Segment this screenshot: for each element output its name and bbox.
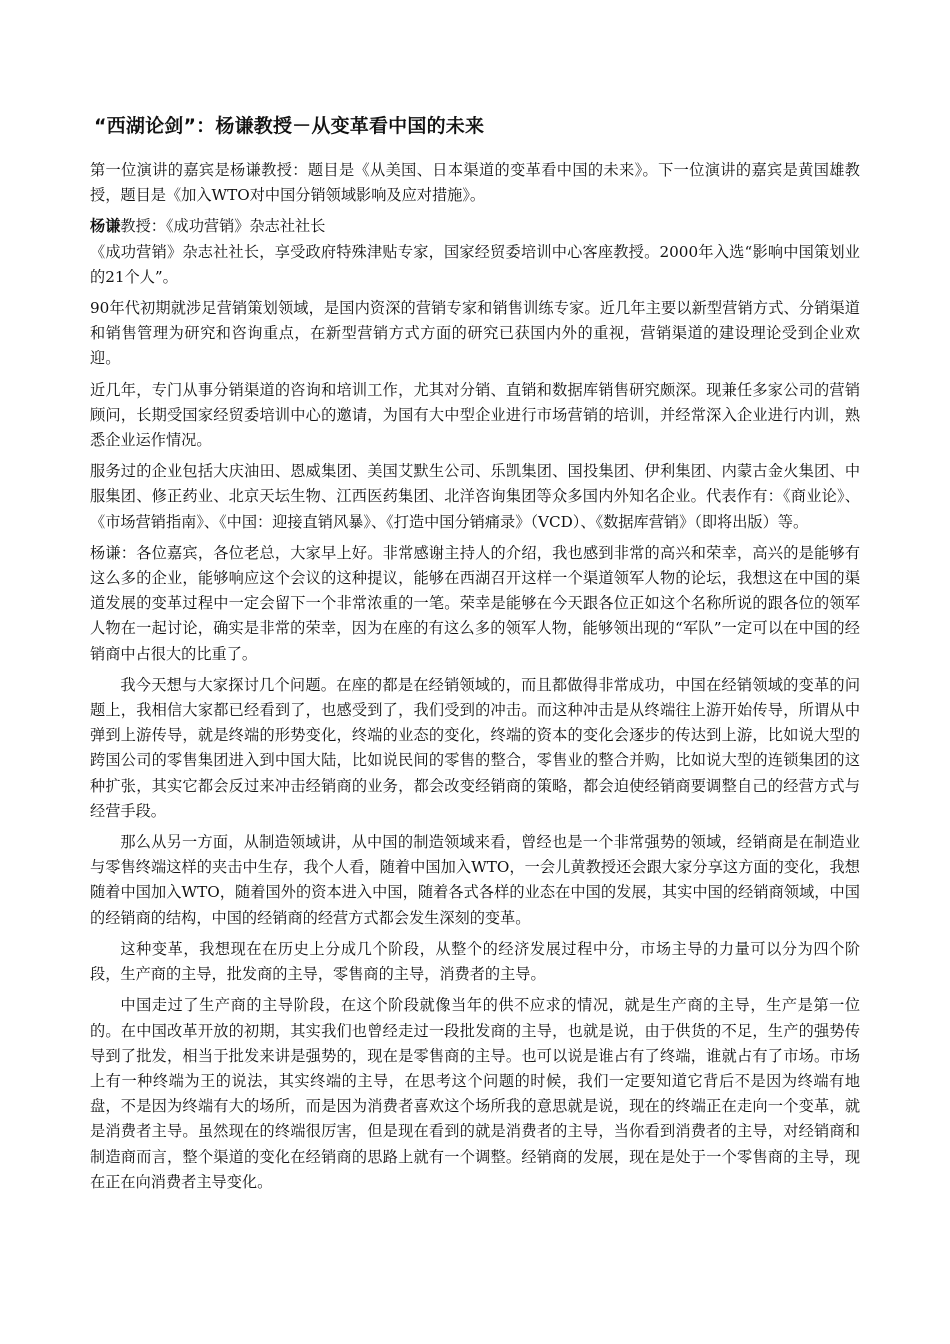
speech-paragraph-1: 杨谦：各位嘉宾，各位老总，大家早上好。非常感谢主持人的介绍，我也感到非常的高兴和荣幸，高兴的是能够有这么多的企业，能够响应这个会议的这种提议，能够在西湖召开这样一个渠道领军人物的论坛，我想这在中国的渠道发展的变革过程中一定会留下一个非常浓重的一笔。荣幸是能够在今天跟各位正如这个名称所说的跟各位的领军人物在一起讨论，确实是非常的荣幸，因为在座的有这么多的领军人物，能够领出现的“军队”一定可以在中国的经销商中占很大的比重了。 [90,543,860,663]
bio-paragraph-1: 《成功营销》杂志社社长，享受政府特殊津贴专家，国家经贸委培训中心客座教授。2000年入选“影响中国策划业的21个人”。 [90,242,860,286]
speech-paragraph-5: 中国走过了生产商的主导阶段，在这个阶段就像当年的供不应求的情况，就是生产商的主导，生产是第一位的。在中国改革开放的初期，其实我们也曾经走过一段批发商的主导，也就是说，由于供货的不足，生产的强势传导到了批发，相当于批发来讲是强势的，现在是零售商的主导。也可以说是谁占有了终端，谁就占有了市场。市场上有一种终端为王的说法，其实终端的主导，在思考这个问题的时候，我们一定要知道它背后不是因为终端有地盘，不是因为终端有大的场所，而是因为消费者喜欢这个场所我的意思就是说，现在的终端正在走向一个变革，就是消费者主导。虽然现在的终端很厉害，但是现在看到的就是消费者的主导，当你看到消费者的主导，对经销商和制造商而言，整个渠道的变化在经销商的思路上就有一个调整。经销商的发展，现在是处于一个零售商的主导，现在正在向消费者主导变化。 [90,996,860,1191]
speech-paragraph-4: 这种变革，我想现在在历史上分成几个阶段，从整个的经济发展过程中分，市场主导的力量可以分为四个阶段，生产商的主导，批发商的主导，零售商的主导，消费者的主导。 [90,939,860,984]
bio-paragraph-3: 近几年，专门从事分销渠道的咨询和培训工作，尤其对分销、直销和数据库销售研究颇深。现兼任多家公司的营销顾问，长期受国家经贸委培训中心的邀请，为国有大中型企业进行市场营销的培训，并经常深入企业进行内训，熟悉企业运作情况。 [90,380,860,450]
document-page [90,112,860,1201]
bio-paragraph-4: 服务过的企业包括大庆油田、恩威集团、美国艾默生公司、乐凯集团、国投集团、伊利集团、内蒙古金火集团、中服集团、修正药业、北京天坛生物、江西医药集团、北洋咨询集团等众多国内外知名企业。代表作有：《商业论》、《市场营销指南》、《中国：迎接直销风暴》、《打造中国分销痛录》（VCD）、《数据库营销》（即将出版）等。 [90,462,860,531]
speech-paragraph-3: 那么从另一方面，从制造领域讲，从中国的制造领域来看，曾经也是一个非常强势的领域，经销商是在制造业与零售终端这样的夹击中生存，我个人看，随着中国加入WTO，一会儿黄教授还会跟大家分享这方面的变化，我想随着中国加入WTO，随着国外的资本进入中国，随着各式各样的业态在中国的发展，其实中国的经销商领域，中国的经销商的结构，中国的经销商的经营方式都会发生深刻的变革。 [90,833,860,927]
speaker-heading [90,214,860,239]
speaker-title: 教授：《成功营销》杂志社社长 [120,217,326,236]
bio-paragraph-2: 90年代初期就涉足营销策划领域，是国内资深的营销专家和销售训练专家。近几年主要以新型营销方式、分销渠道和销售管理为研究和咨询重点，在新型营销方式方面的研究已获国内外的重视，营销渠道的建设理论受到企业欢迎。 [90,299,860,368]
page-title: “西湖论剑”：杨谦教授－从变革看中国的未来 [94,115,485,137]
speaker-name: 杨谦 [90,217,121,236]
speech-paragraph-2: 我今天想与大家探讨几个问题。在座的都是在经销领域的，而且都做得非常成功，中国在经销领域的变革的问题上，我相信大家都已经看到了，也感受到了，我们受到的冲击。而这种冲击是从终端往上游开始传导，所谓从中弹到上游传导，就是终端的形势变化，终端的业态的变化，终端的资本的变化会逐步的传达到上游，比如说大型的跨国公司的零售集团进入到中国大陆，比如说民间的零售的整合，零售业的整合并购，比如说大型的连锁集团的这种扩张，其实它都会反过来冲击经销商的业务，都会改变经销商的策略，都会迫使经销商要调整自己的经营方式与经营手段。 [90,675,860,820]
intro-paragraph: 第一位演讲的嘉宾是杨谦教授：题目是《从美国、日本渠道的变革看中国的未来》。下一位演讲的嘉宾是黄国雄教授，题目是《加入WTO对中国分销领域影响及应对措施》。 [90,161,860,205]
